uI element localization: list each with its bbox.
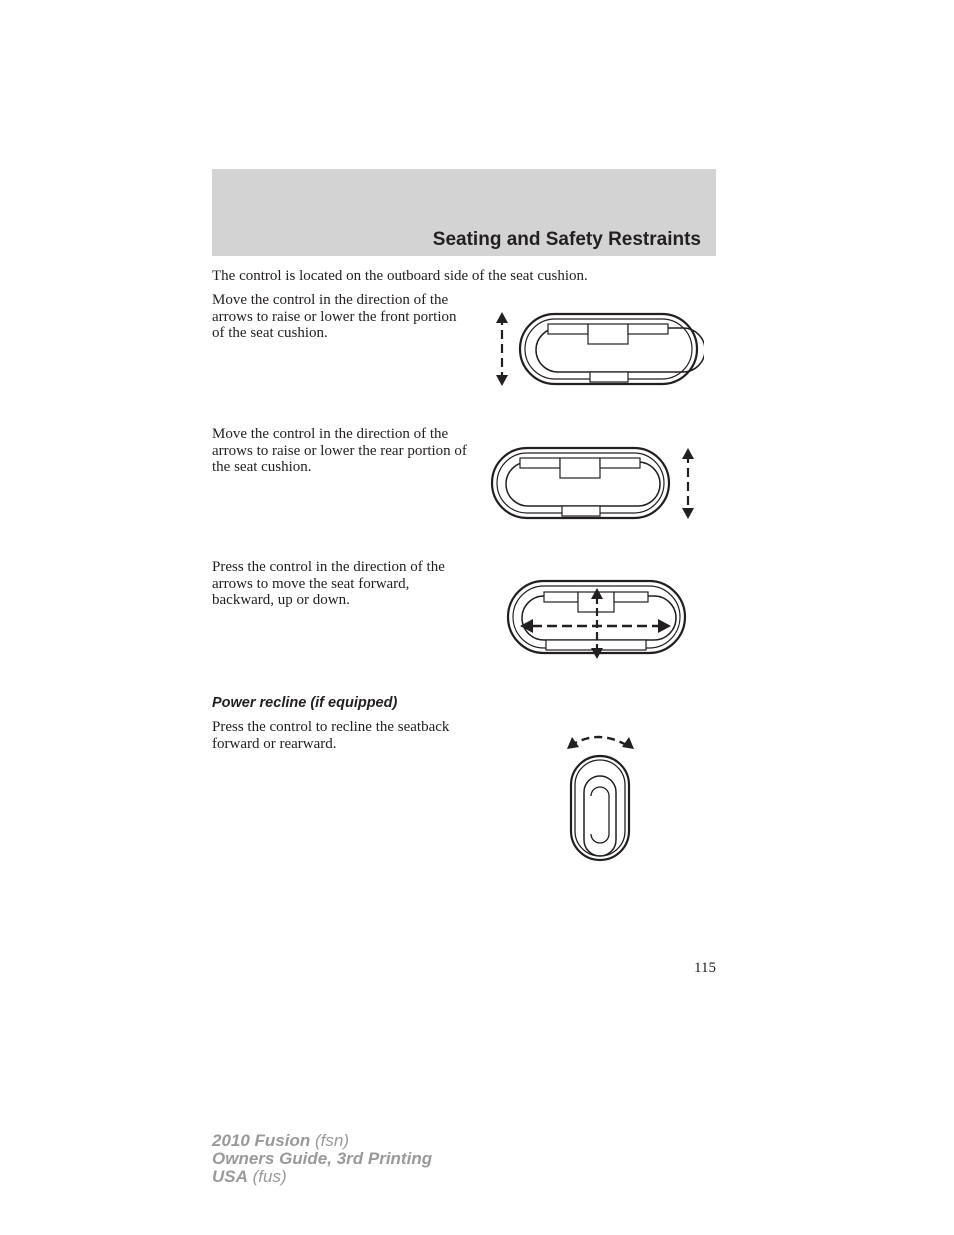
power-recline-paragraph: Press the control to recline the seatback forward or rearward. <box>212 719 450 752</box>
arrow-up-icon <box>496 312 508 323</box>
page-number: 115 <box>694 960 716 976</box>
footer-market-code: (fus) <box>252 1167 287 1186</box>
recline-control-illustration <box>560 730 640 866</box>
footer-line-3 <box>212 1168 432 1186</box>
footer-model-code: (fsn) <box>315 1131 349 1150</box>
intro-paragraph: The control is located on the outboard side of the seat cushion. <box>212 268 588 284</box>
footer-line-2 <box>212 1150 432 1168</box>
four-way-paragraph: Press the control in the direction of the arrows to move the seat forward, backward, up or down. <box>212 559 445 609</box>
rear-cushion-control-illustration <box>488 444 704 528</box>
curved-arrow-icon <box>570 737 628 746</box>
power-recline-heading: Power recline (if equipped) <box>212 695 398 711</box>
footer-model: 2010 Fusion <box>212 1131 311 1150</box>
footer-market: USA <box>212 1167 248 1186</box>
footer-imprint <box>212 1132 432 1186</box>
arrow-down-icon <box>682 508 694 519</box>
front-cushion-control-illustration <box>488 306 704 396</box>
section-title: Seating and Safety Restraints <box>432 229 701 250</box>
arrow-up-icon <box>682 448 694 459</box>
footer-line-1 <box>212 1132 432 1150</box>
front-cushion-paragraph: Move the control in the direction of the arrows to raise or lower the front portion of the seat cushion. <box>212 292 457 342</box>
section-header-band <box>212 169 716 256</box>
footer-guide: Owners Guide, 3rd Printing <box>212 1149 433 1168</box>
four-way-control-illustration <box>504 578 690 662</box>
arrow-down-icon <box>496 375 508 386</box>
rear-cushion-paragraph: Move the control in the direction of the arrows to raise or lower the rear portion of the seat cushion. <box>212 426 467 476</box>
